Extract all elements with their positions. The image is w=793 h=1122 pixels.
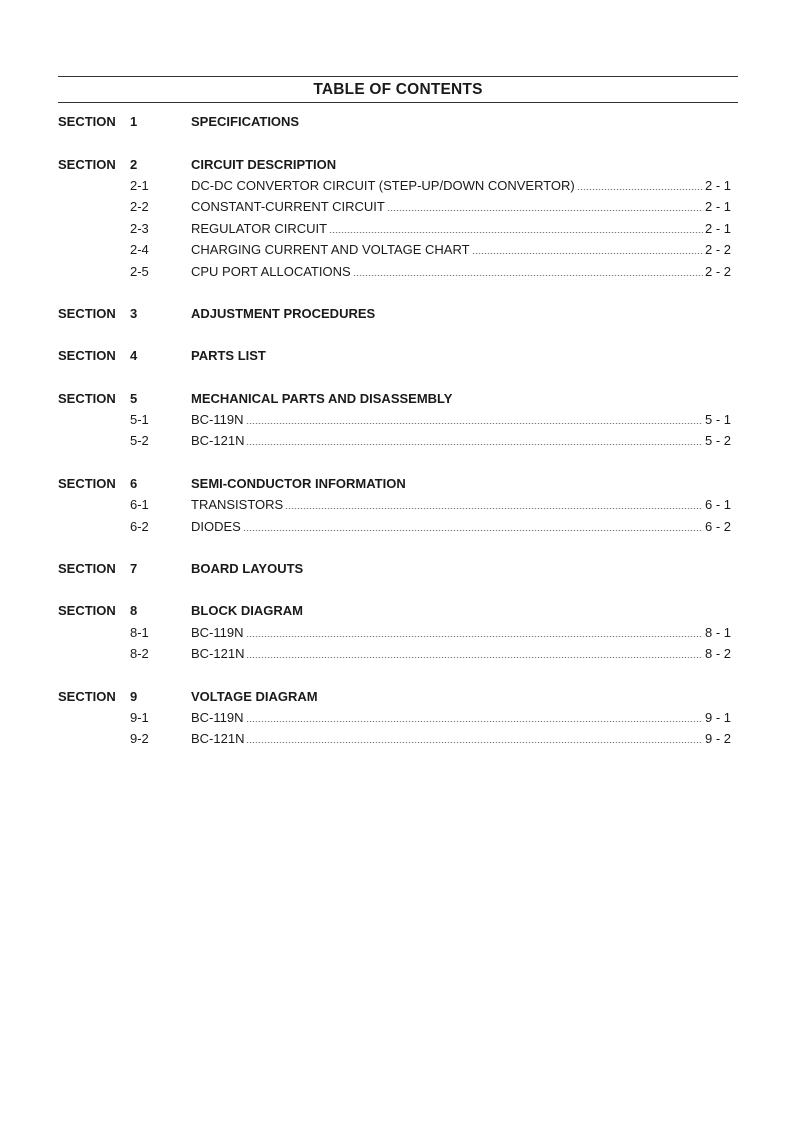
section-number: 5 [130,390,138,406]
section-label: SECTION [58,688,116,704]
dot-leader [246,742,703,743]
entry-page-number: 5 - 2 [704,433,731,449]
section-title: MECHANICAL PARTS AND DISASSEMBLY [191,390,453,406]
toc-entry-link[interactable] [58,409,738,430]
entry-page-number: 8 - 2 [704,646,731,662]
dot-leader [577,189,703,190]
section-number: 6 [130,475,138,491]
entry-number: 5-1 [130,412,149,428]
toc-section [58,388,738,452]
section-heading-link[interactable] [58,303,738,324]
dot-leader [472,253,703,254]
entry-title: REGULATOR CIRCUIT [191,220,328,236]
entry-number: 8-1 [130,624,149,640]
section-title: SEMI-CONDUCTOR INFORMATION [191,475,406,491]
dot-leader [246,636,703,637]
page-title: TABLE OF CONTENTS [313,81,483,98]
section-heading-link[interactable] [58,111,738,132]
entry-title: DIODES [191,518,241,534]
toc-entry-link[interactable] [58,239,738,260]
section-heading-link[interactable] [58,473,738,494]
dot-leader [246,657,703,658]
section-title: PARTS LIST [191,348,266,364]
section-number: 4 [130,348,138,364]
toc-section [58,303,738,324]
entry-title: BC-119N [191,624,244,640]
entry-title: BC-121N [191,731,245,747]
toc-entry-link[interactable] [58,622,738,643]
dot-leader [246,721,703,722]
section-label: SECTION [58,348,116,364]
section-label: SECTION [58,156,116,172]
section-label: SECTION [58,561,116,577]
section-heading-link[interactable] [58,685,738,706]
dot-leader [246,423,703,424]
toc-section [58,600,738,664]
entry-page-number: 2 - 1 [704,220,731,236]
entry-number: 9-1 [130,710,149,725]
dot-leader [243,530,703,531]
entry-page-number: 5 - 1 [704,412,731,428]
title-rule [58,102,738,103]
section-title: BLOCK DIAGRAM [191,603,303,619]
section-label: SECTION [58,475,116,491]
entry-number: 6-2 [130,518,149,534]
entry-page-number: 9 - 1 [704,710,731,725]
toc-section [58,685,738,749]
entry-page-number: 2 - 2 [704,242,731,258]
toc-section [58,473,738,537]
toc-entry-link[interactable] [58,643,738,664]
entry-number: 2-5 [130,263,149,279]
section-title: SPECIFICATIONS [191,114,300,130]
entry-number: 8-2 [130,646,149,662]
toc-entry-link[interactable] [58,494,738,515]
entry-title: CPU PORT ALLOCATIONS [191,263,351,279]
entry-title: BC-119N [191,412,244,428]
entry-page-number: 6 - 1 [704,497,731,513]
toc-entry-link[interactable] [58,196,738,217]
entry-number: 5-2 [130,433,149,449]
toc-entry-link[interactable] [58,728,738,749]
entry-number: 2-4 [130,242,149,258]
entry-number: 2-1 [130,177,149,193]
entry-number: 6-1 [130,497,149,513]
entry-page-number: 2 - 1 [704,199,731,215]
toc-entry-link[interactable] [58,515,738,536]
section-number: 2 [130,156,138,172]
entry-number: 9-2 [130,731,149,747]
section-heading-link[interactable] [58,558,738,579]
section-number: 3 [130,305,138,321]
entry-title: DC-DC CONVERTOR CIRCUIT (STEP-UP/DOWN CONVERTOR) [191,177,575,193]
entry-page-number: 6 - 2 [704,518,731,534]
section-heading-link[interactable] [58,600,738,621]
section-title: BOARD LAYOUTS [191,561,304,577]
toc-section [58,345,738,366]
section-heading-link[interactable] [58,345,738,366]
entry-title: BC-119N [191,710,244,725]
section-number: 8 [130,603,138,619]
section-label: SECTION [58,390,116,406]
section-label: SECTION [58,114,116,130]
section-title: VOLTAGE DIAGRAM [191,688,318,704]
dot-leader [387,210,703,211]
section-heading-link[interactable] [58,153,738,174]
toc-entry-link[interactable] [58,707,738,728]
toc-section [58,111,738,132]
dot-leader [285,508,703,509]
entry-title: BC-121N [191,646,245,662]
section-title: CIRCUIT DESCRIPTION [191,156,337,172]
section-title: ADJUSTMENT PROCEDURES [191,305,376,321]
toc-entry-link[interactable] [58,218,738,239]
toc-entry-link[interactable] [58,430,738,451]
section-label: SECTION [58,305,116,321]
section-number: 9 [130,688,138,704]
entry-title: TRANSISTORS [191,497,284,513]
dot-leader [329,232,703,233]
toc-list [58,111,738,750]
toc-section [58,153,738,281]
toc-section [58,558,738,579]
entry-title: CHARGING CURRENT AND VOLTAGE CHART [191,242,470,258]
entry-page-number: 2 - 1 [704,177,731,193]
entry-title: CONSTANT-CURRENT CIRCUIT [191,199,385,215]
toc-entry-link[interactable] [58,260,738,281]
section-label: SECTION [58,603,116,619]
dot-leader [353,275,703,276]
section-number: 7 [130,561,138,577]
entry-page-number: 9 - 2 [704,731,731,747]
section-number: 1 [130,114,138,130]
section-heading-link[interactable] [58,388,738,409]
toc-page [58,76,738,771]
entry-number: 2-3 [130,220,149,236]
toc-entry-link[interactable] [58,175,738,196]
entry-page-number: 2 - 2 [704,263,731,279]
entry-number: 2-2 [130,199,149,215]
entry-title: BC-121N [191,433,245,449]
entry-page-number: 8 - 1 [704,624,731,640]
dot-leader [246,444,703,445]
